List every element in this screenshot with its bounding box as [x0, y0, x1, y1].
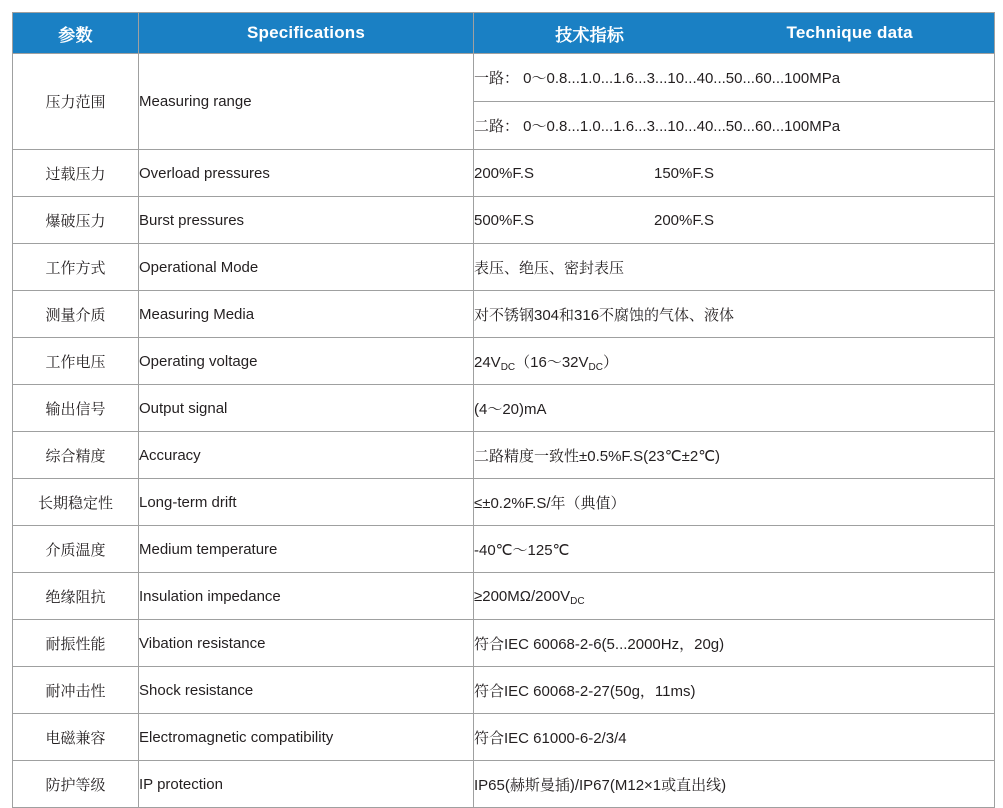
row-label-en: Vibation resistance [139, 620, 474, 667]
header-param-cn: 参数 [13, 13, 139, 54]
row-value [474, 573, 995, 620]
row-label-cn: 防护等级 [13, 761, 139, 808]
row-label-cn: 工作方式 [13, 244, 139, 291]
table-row [13, 244, 995, 291]
table-row [13, 667, 995, 714]
table-row [13, 291, 995, 338]
row-label-cn: 输出信号 [13, 385, 139, 432]
impedance-main: ≥200MΩ/200V [474, 587, 571, 605]
header-tech-en: Technique data [786, 23, 913, 42]
row-value-channel-2: 二路： 0～0.8...1.0...1.6...3...10...40...50...60...100MPa [474, 102, 995, 150]
row-label-en: Shock resistance [139, 667, 474, 714]
row-value: IP65(赫斯曼插)/IP67(M12×1或直出线) [474, 761, 995, 808]
table-row [13, 197, 995, 244]
row-value: 对不锈钢304和316不腐蚀的气体、液体 [474, 291, 995, 338]
header-tech [474, 13, 995, 54]
row-value [474, 338, 995, 385]
row-label-en: Overload pressures [139, 150, 474, 197]
row-value-channel-1: 一路： 0～0.8...1.0...1.6...3...10...40...50...60...100MPa [474, 54, 995, 102]
row-value: 二路精度一致性±0.5%F.S(23℃±2℃) [474, 432, 995, 479]
voltage-main: 24V [474, 353, 501, 371]
table-row [13, 761, 995, 808]
row-value-b: 150%F.S [654, 164, 715, 182]
row-label-en: Long-term drift [139, 479, 474, 526]
table-row [13, 54, 995, 102]
row-value: ≤±0.2%F.S/年（典值） [474, 479, 995, 526]
row-label-cn: 耐冲击性 [13, 667, 139, 714]
row-label-en: Output signal [139, 385, 474, 432]
row-value: 表压、绝压、密封表压 [474, 244, 995, 291]
voltage-close: ） [602, 353, 618, 371]
row-label-en: Measuring Media [139, 291, 474, 338]
table-row [13, 479, 995, 526]
row-label-en: Operational Mode [139, 244, 474, 291]
table-row [13, 432, 995, 479]
table-row [13, 150, 995, 197]
row-value-a: 200%F.S [474, 164, 535, 182]
row-value [474, 197, 995, 244]
row-label-en: Accuracy [139, 432, 474, 479]
header-tech-inner [474, 21, 994, 46]
row-label-cn: 综合精度 [13, 432, 139, 479]
row-label-cn: 爆破压力 [13, 197, 139, 244]
row-label-cn: 长期稳定性 [13, 479, 139, 526]
header-param-en: Specifications [139, 13, 474, 54]
row-label-cn: 电磁兼容 [13, 714, 139, 761]
row-value-a: 500%F.S [474, 211, 535, 229]
row-label-en: Burst pressures [139, 197, 474, 244]
row-label-cn: 测量介质 [13, 291, 139, 338]
row-value: -40℃～125℃ [474, 526, 995, 573]
row-label-cn: 压力范围 [13, 54, 139, 150]
row-label-en: Measuring range [139, 54, 474, 150]
row-value: 符合IEC 61000-6-2/3/4 [474, 714, 995, 761]
table-body [13, 54, 995, 808]
voltage-sub-dc: DC [500, 361, 516, 373]
row-label-cn: 介质温度 [13, 526, 139, 573]
row-label-cn: 过载压力 [13, 150, 139, 197]
table-row [13, 573, 995, 620]
table-row [13, 338, 995, 385]
table-header [13, 13, 995, 54]
voltage-range-sub-dc: DC [588, 361, 603, 373]
row-value: 符合IEC 60068-2-6(5...2000Hz，20g) [474, 620, 995, 667]
table-row [13, 526, 995, 573]
voltage-range: （16～32V [515, 353, 589, 371]
row-label-en: IP protection [139, 761, 474, 808]
row-value: (4～20)mA [474, 385, 995, 432]
impedance-sub-dc: DC [570, 595, 585, 607]
row-label-cn: 绝缘阻抗 [13, 573, 139, 620]
row-value: 符合IEC 60068-2-27(50g，11ms) [474, 667, 995, 714]
header-tech-cn: 技术指标 [555, 25, 625, 45]
row-label-en: Operating voltage [139, 338, 474, 385]
row-label-en: Insulation impedance [139, 573, 474, 620]
row-label-en: Electromagnetic compatibility [139, 714, 474, 761]
row-label-cn: 耐振性能 [13, 620, 139, 667]
header-row [13, 13, 995, 54]
row-value-b: 200%F.S [654, 211, 715, 229]
row-label-cn: 工作电压 [13, 338, 139, 385]
row-value [474, 150, 995, 197]
specifications-table [12, 12, 995, 808]
table-row [13, 714, 995, 761]
table-row [13, 620, 995, 667]
table-row [13, 385, 995, 432]
row-label-en: Medium temperature [139, 526, 474, 573]
